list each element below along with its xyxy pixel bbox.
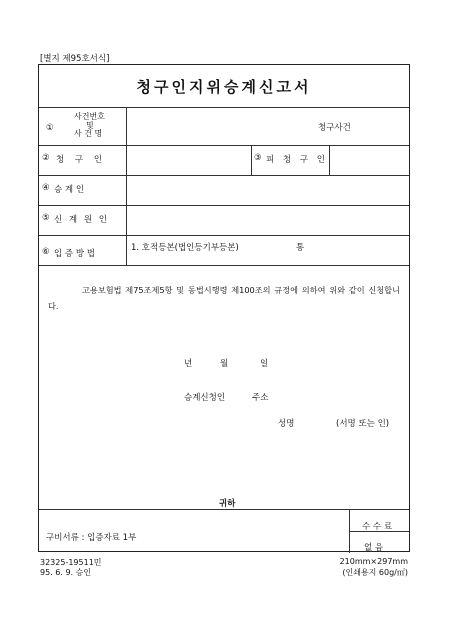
respondent-label: 피 청 구 인 — [266, 155, 328, 165]
approval-date: 95. 6. 9. 승인 — [40, 568, 92, 577]
paper-size: 210mm×297mm — [339, 557, 408, 566]
date-day: 일 — [260, 359, 269, 369]
cause-label: 신 계 원 인 — [54, 215, 109, 225]
row-number: ① — [46, 123, 54, 133]
fee-label: 수 수 료 — [362, 522, 393, 532]
form-code: [별지 제95호서식] — [40, 54, 110, 64]
applicant-address-label: 주소 — [252, 393, 269, 403]
date-month: 월 — [220, 359, 229, 369]
addressee: 귀하 — [219, 499, 236, 509]
divider — [39, 235, 409, 236]
claimant-field[interactable] — [127, 146, 248, 172]
applicant-label: 승계신청인 — [184, 393, 226, 403]
fee-value: 없 음 — [364, 543, 384, 553]
evidence-label: 입 증 방 법 — [54, 249, 95, 259]
signature-note: (서명 또는 인) — [336, 419, 390, 429]
successor-field[interactable] — [127, 176, 408, 202]
divider — [39, 265, 409, 266]
divider — [349, 509, 350, 553]
successor-label: 승 계 인 — [54, 185, 85, 195]
attachments-text: 구비서류 : 입증자료 1부 — [46, 533, 137, 543]
date-year: 년 — [184, 359, 193, 369]
row-number: ⑥ — [42, 247, 50, 257]
divider — [251, 145, 252, 175]
page-title: 청구인지위승계신고서 — [136, 78, 312, 96]
row-number: ④ — [42, 183, 50, 193]
form-serial: 32325-19511민 — [40, 558, 102, 567]
evidence-value[interactable]: 1. 호적등본(법인등기부등본) — [131, 243, 239, 253]
applicant-name-label: 성명 — [278, 419, 295, 429]
case-value[interactable]: 청구사건 — [318, 123, 351, 133]
case-label-line1: 사건번호 — [74, 112, 105, 121]
case-label-mid: 및 — [86, 121, 94, 130]
respondent-field[interactable] — [330, 146, 408, 172]
divider — [39, 509, 409, 510]
statement-text: 고용보험법 제75조제5항 및 동법시행령 제100조의 규정에 의하여 위와 같이 신청합니다. — [48, 285, 400, 311]
divider — [39, 107, 409, 108]
case-label-line2: 사 건 명 — [74, 129, 103, 138]
row-number: ③ — [254, 153, 262, 163]
cause-field[interactable] — [127, 206, 408, 232]
row-number: ② — [42, 153, 50, 163]
evidence-count: 통 — [296, 243, 305, 253]
paper-weight: (인쇄용지 60g/㎡) — [342, 568, 408, 577]
claimant-label: 청 구 인 — [56, 155, 107, 165]
row-number: ⑤ — [42, 213, 50, 223]
